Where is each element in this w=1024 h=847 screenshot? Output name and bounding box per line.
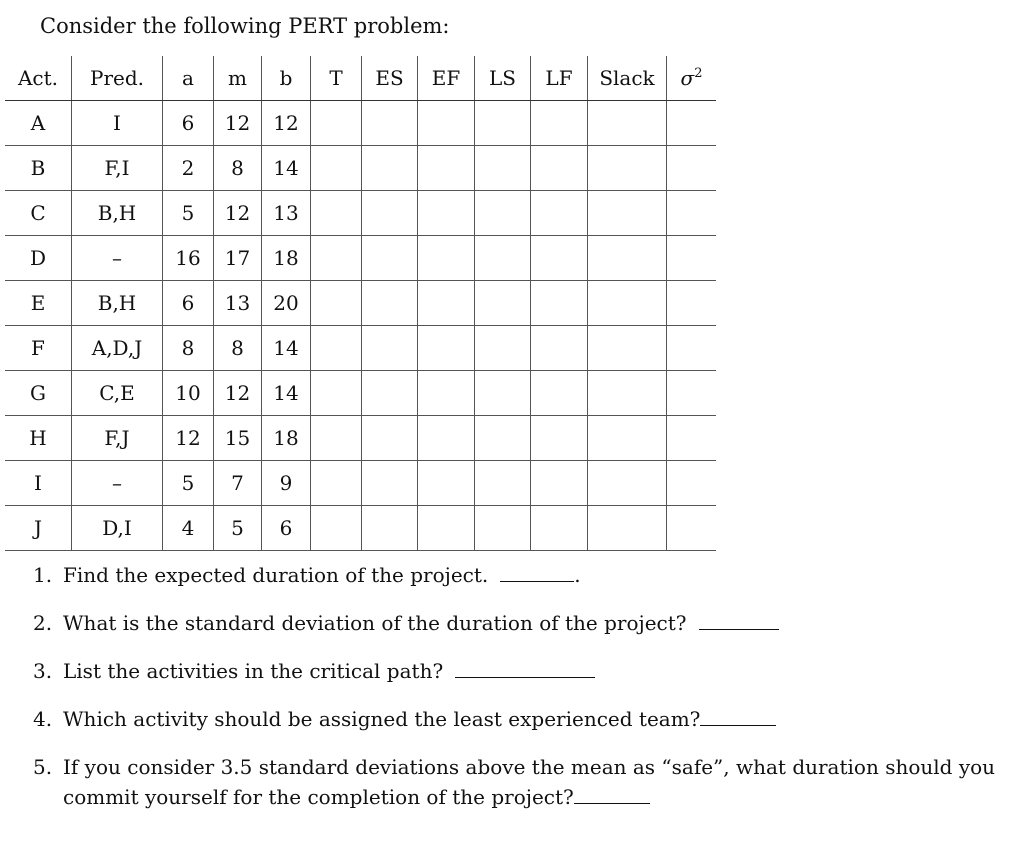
cell-m: 12 xyxy=(214,101,262,146)
cell-lf-blank[interactable] xyxy=(531,326,588,371)
cell-sigma-squared-blank[interactable] xyxy=(667,416,717,461)
table-header-row xyxy=(5,56,716,101)
cell-slack-blank[interactable] xyxy=(588,191,667,236)
cell-act: E xyxy=(5,281,72,326)
cell-es-blank[interactable] xyxy=(362,461,418,506)
cell-ef-blank[interactable] xyxy=(418,461,475,506)
cell-ls-blank[interactable] xyxy=(475,461,531,506)
cell-es-blank[interactable] xyxy=(362,236,418,281)
question-content xyxy=(63,608,1013,638)
question-content xyxy=(63,704,1013,734)
cell-act: H xyxy=(5,416,72,461)
cell-lf-blank[interactable] xyxy=(531,506,588,551)
cell-m: 12 xyxy=(214,371,262,416)
cell-es-blank[interactable] xyxy=(362,506,418,551)
cell-act: D xyxy=(5,236,72,281)
cell-ls-blank[interactable] xyxy=(475,506,531,551)
cell-pred: A,D,J xyxy=(72,326,163,371)
pert-table xyxy=(5,56,716,551)
header-sigma-squared xyxy=(667,56,717,101)
question-3 xyxy=(33,656,1013,686)
cell-b: 13 xyxy=(262,191,311,236)
cell-ls-blank[interactable] xyxy=(475,326,531,371)
cell-es-blank[interactable] xyxy=(362,371,418,416)
cell-sigma-squared-blank[interactable] xyxy=(667,326,717,371)
cell-t-blank[interactable] xyxy=(311,101,362,146)
table-row xyxy=(5,236,716,281)
cell-b: 18 xyxy=(262,236,311,281)
cell-sigma-squared-blank[interactable] xyxy=(667,281,717,326)
cell-ef-blank[interactable] xyxy=(418,191,475,236)
cell-act: I xyxy=(5,461,72,506)
cell-t-blank[interactable] xyxy=(311,461,362,506)
cell-sigma-squared-blank[interactable] xyxy=(667,236,717,281)
question-content xyxy=(63,560,1013,590)
cell-b: 14 xyxy=(262,146,311,191)
cell-lf-blank[interactable] xyxy=(531,371,588,416)
header-slack: Slack xyxy=(588,56,667,101)
answer-blank[interactable] xyxy=(700,707,776,726)
cell-act: C xyxy=(5,191,72,236)
cell-m: 8 xyxy=(214,326,262,371)
table-row xyxy=(5,371,716,416)
question-number: 2. xyxy=(33,611,53,635)
cell-b: 14 xyxy=(262,371,311,416)
cell-sigma-squared-blank[interactable] xyxy=(667,191,717,236)
cell-slack-blank[interactable] xyxy=(588,101,667,146)
header-a: a xyxy=(163,56,214,101)
question-content xyxy=(63,656,1013,686)
cell-es-blank[interactable] xyxy=(362,146,418,191)
cell-b: 6 xyxy=(262,506,311,551)
cell-pred: D,I xyxy=(72,506,163,551)
cell-act: F xyxy=(5,326,72,371)
cell-a: 6 xyxy=(163,281,214,326)
cell-a: 12 xyxy=(163,416,214,461)
cell-ef-blank[interactable] xyxy=(418,281,475,326)
cell-pred: I xyxy=(72,101,163,146)
cell-t-blank[interactable] xyxy=(311,281,362,326)
cell-ef-blank[interactable] xyxy=(418,371,475,416)
table-row xyxy=(5,146,716,191)
cell-ef-blank[interactable] xyxy=(418,506,475,551)
cell-t-blank[interactable] xyxy=(311,146,362,191)
sigma-symbol: σ xyxy=(680,66,695,90)
cell-lf-blank[interactable] xyxy=(531,101,588,146)
question-number: 3. xyxy=(33,659,53,683)
cell-slack-blank[interactable] xyxy=(588,461,667,506)
cell-es-blank[interactable] xyxy=(362,326,418,371)
cell-act: B xyxy=(5,146,72,191)
cell-b: 9 xyxy=(262,461,311,506)
answer-blank[interactable] xyxy=(500,563,574,582)
cell-a: 10 xyxy=(163,371,214,416)
cell-es-blank[interactable] xyxy=(362,101,418,146)
cell-t-blank[interactable] xyxy=(311,416,362,461)
cell-es-blank[interactable] xyxy=(362,281,418,326)
cell-m: 7 xyxy=(214,461,262,506)
table-row xyxy=(5,461,716,506)
question-text: Which activity should be assigned the least experienced team? xyxy=(63,707,701,731)
cell-t-blank[interactable] xyxy=(311,506,362,551)
answer-blank[interactable] xyxy=(699,611,779,630)
cell-ef-blank[interactable] xyxy=(418,101,475,146)
cell-ls-blank[interactable] xyxy=(475,146,531,191)
cell-ls-blank[interactable] xyxy=(475,416,531,461)
question-text: Find the expected duration of the project. xyxy=(63,563,489,587)
cell-lf-blank[interactable] xyxy=(531,281,588,326)
cell-t-blank[interactable] xyxy=(311,236,362,281)
cell-a: 6 xyxy=(163,101,214,146)
question-content xyxy=(63,752,1013,812)
cell-b: 18 xyxy=(262,416,311,461)
answer-blank[interactable] xyxy=(574,785,650,804)
cell-ef-blank[interactable] xyxy=(418,146,475,191)
cell-ls-blank[interactable] xyxy=(475,371,531,416)
cell-slack-blank[interactable] xyxy=(588,506,667,551)
cell-a: 16 xyxy=(163,236,214,281)
cell-pred: B,H xyxy=(72,191,163,236)
cell-ef-blank[interactable] xyxy=(418,326,475,371)
cell-sigma-squared-blank[interactable] xyxy=(667,506,717,551)
cell-lf-blank[interactable] xyxy=(531,191,588,236)
cell-a: 5 xyxy=(163,461,214,506)
cell-lf-blank[interactable] xyxy=(531,416,588,461)
cell-a: 5 xyxy=(163,191,214,236)
cell-act: J xyxy=(5,506,72,551)
cell-ls-blank[interactable] xyxy=(475,101,531,146)
cell-b: 12 xyxy=(262,101,311,146)
header-lf: LF xyxy=(531,56,588,101)
cell-pred: C,E xyxy=(72,371,163,416)
header-ef: EF xyxy=(418,56,475,101)
question-2 xyxy=(33,608,1013,638)
header-es: ES xyxy=(362,56,418,101)
cell-sigma-squared-blank[interactable] xyxy=(667,461,717,506)
cell-act: A xyxy=(5,101,72,146)
cell-ef-blank[interactable] xyxy=(418,416,475,461)
question-trailing: . xyxy=(574,563,581,587)
cell-a: 2 xyxy=(163,146,214,191)
table-row xyxy=(5,506,716,551)
cell-sigma-squared-blank[interactable] xyxy=(667,101,717,146)
cell-lf-blank[interactable] xyxy=(531,461,588,506)
cell-m: 12 xyxy=(214,191,262,236)
header-m: m xyxy=(214,56,262,101)
cell-lf-blank[interactable] xyxy=(531,146,588,191)
cell-sigma-squared-blank[interactable] xyxy=(667,146,717,191)
questions-list xyxy=(33,560,1013,830)
answer-blank[interactable] xyxy=(455,659,595,678)
cell-es-blank[interactable] xyxy=(362,191,418,236)
cell-m: 5 xyxy=(214,506,262,551)
header-act: Act. xyxy=(5,56,72,101)
question-text: List the activities in the critical path? xyxy=(63,659,444,683)
cell-b: 20 xyxy=(262,281,311,326)
cell-t-blank[interactable] xyxy=(311,191,362,236)
cell-m: 15 xyxy=(214,416,262,461)
table-row xyxy=(5,326,716,371)
intro-text: Consider the following PERT problem: xyxy=(40,14,450,38)
question-1 xyxy=(33,560,1013,590)
table-row xyxy=(5,101,716,146)
cell-a: 8 xyxy=(163,326,214,371)
cell-ef-blank[interactable] xyxy=(418,236,475,281)
cell-a: 4 xyxy=(163,506,214,551)
cell-pred: F,J xyxy=(72,416,163,461)
table-row xyxy=(5,281,716,326)
cell-ls-blank[interactable] xyxy=(475,281,531,326)
header-t: T xyxy=(311,56,362,101)
table-row xyxy=(5,416,716,461)
cell-act: G xyxy=(5,371,72,416)
question-text: What is the standard deviation of the duration of the project? xyxy=(63,611,687,635)
question-4 xyxy=(33,704,1013,734)
header-pred: Pred. xyxy=(72,56,163,101)
cell-slack-blank[interactable] xyxy=(588,326,667,371)
cell-t-blank[interactable] xyxy=(311,371,362,416)
table-body xyxy=(5,101,716,551)
cell-slack-blank[interactable] xyxy=(588,281,667,326)
cell-m: 13 xyxy=(214,281,262,326)
header-ls: LS xyxy=(475,56,531,101)
cell-pred: – xyxy=(72,461,163,506)
cell-b: 14 xyxy=(262,326,311,371)
cell-t-blank[interactable] xyxy=(311,326,362,371)
cell-ls-blank[interactable] xyxy=(475,191,531,236)
cell-ls-blank[interactable] xyxy=(475,236,531,281)
cell-slack-blank[interactable] xyxy=(588,236,667,281)
cell-slack-blank[interactable] xyxy=(588,371,667,416)
question-number: 1. xyxy=(33,563,53,587)
header-b: b xyxy=(262,56,311,101)
question-text: If you consider 3.5 standard deviations above the mean as “safe”, what duration should you commit yourself for the completion of the project? xyxy=(63,755,996,809)
cell-slack-blank[interactable] xyxy=(588,416,667,461)
cell-pred: – xyxy=(72,236,163,281)
cell-sigma-squared-blank[interactable] xyxy=(667,371,717,416)
cell-slack-blank[interactable] xyxy=(588,146,667,191)
cell-lf-blank[interactable] xyxy=(531,236,588,281)
cell-pred: B,H xyxy=(72,281,163,326)
sigma-exponent: 2 xyxy=(694,66,703,81)
cell-es-blank[interactable] xyxy=(362,416,418,461)
question-number: 5. xyxy=(33,755,53,779)
table-row xyxy=(5,191,716,236)
question-5 xyxy=(33,752,1013,812)
cell-m: 8 xyxy=(214,146,262,191)
question-number: 4. xyxy=(33,707,53,731)
cell-pred: F,I xyxy=(72,146,163,191)
cell-m: 17 xyxy=(214,236,262,281)
